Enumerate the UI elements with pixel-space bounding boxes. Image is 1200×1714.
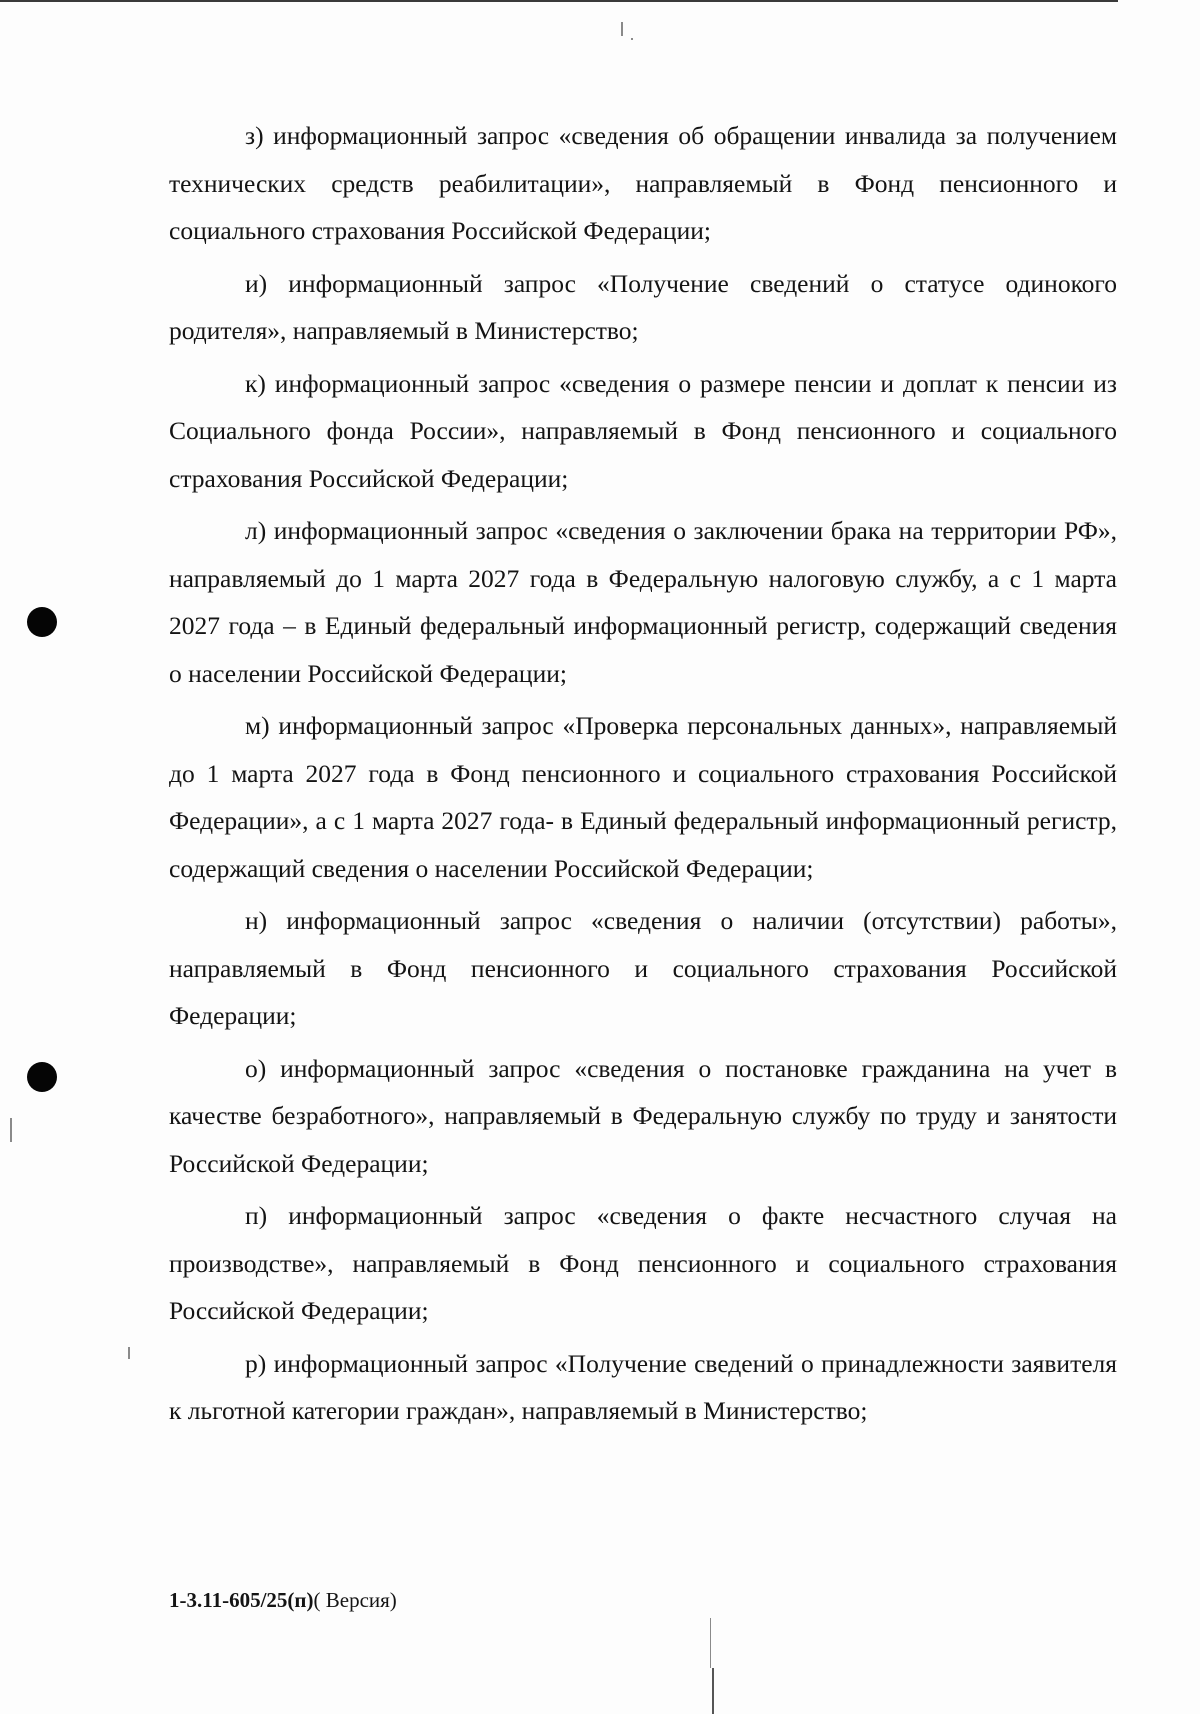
scan-speck [712, 1668, 714, 1714]
document-version: ( Версия) [313, 1588, 397, 1612]
scan-speck [710, 1618, 711, 1668]
paragraph-i: и) информационный запрос «Получение сведений о статусе одинокого родителя», направляемый в Министерство; [169, 268, 1117, 345]
top-border-line [0, 0, 1118, 2]
paragraph-k: к) информационный запрос «сведения о размере пенсии и доплат к пенсии из Социального фонда России», направляемый в Фонд пенсионного и социального страхования Российской Федерации; [169, 368, 1117, 493]
punch-hole-upper [27, 607, 57, 637]
paragraph-l: л) информационный запрос «сведения о заключении брака на территории РФ», направляемый до 1 марта 2027 года в Федеральную налоговую службу, а с 1 марта 2027 года – в Единый федеральный информационный регистр, содержащий сведения о населении Российской Федерации; [169, 516, 1117, 688]
paragraph-p: п) информационный запрос «сведения о факте несчастного случая на производстве», направляемый в Фонд пенсионного и социального страхования Российской Федерации; [169, 1201, 1117, 1325]
scan-speck [621, 22, 623, 36]
paragraph-m: м) информационный запрос «Проверка персональных данных», направляемый до 1 марта 2027 года в Фонд пенсионного и социального страхования Российской Федерации», а с 1 марта 2027 года- в Единый федеральный информационный регистр, содержащий сведения о населении Российской Федерации; [169, 711, 1117, 883]
paragraph-n: н) информационный запрос «сведения о наличии (отсутствии) работы», направляемый в Фонд пенсионного и социального страхования Российской Федерации; [169, 906, 1117, 1030]
punch-hole-lower [27, 1062, 57, 1092]
document-code: 1-3.11-605/25(п) [169, 1588, 314, 1612]
scan-speck [631, 38, 633, 40]
scan-speck [10, 1118, 12, 1142]
document-footer [169, 1585, 397, 1615]
paragraph-o: о) информационный запрос «сведения о постановке гражданина на учет в качестве безработного», направляемый в Федеральную службу по труду и занятости Российской Федерации; [169, 1053, 1117, 1178]
scan-speck [128, 1347, 130, 1359]
paragraph-r: р) информационный запрос «Получение сведений о принадлежности заявителя к льготной категории граждан», направляемый в Министерство; [169, 1348, 1117, 1425]
document-body [169, 112, 1117, 1440]
paragraph-z: з) информационный запрос «сведения об обращении инвалида за получением технических средств реабилитации», направляемый в Фонд пенсионного и социального страхования Российской Федерации; [169, 121, 1117, 245]
